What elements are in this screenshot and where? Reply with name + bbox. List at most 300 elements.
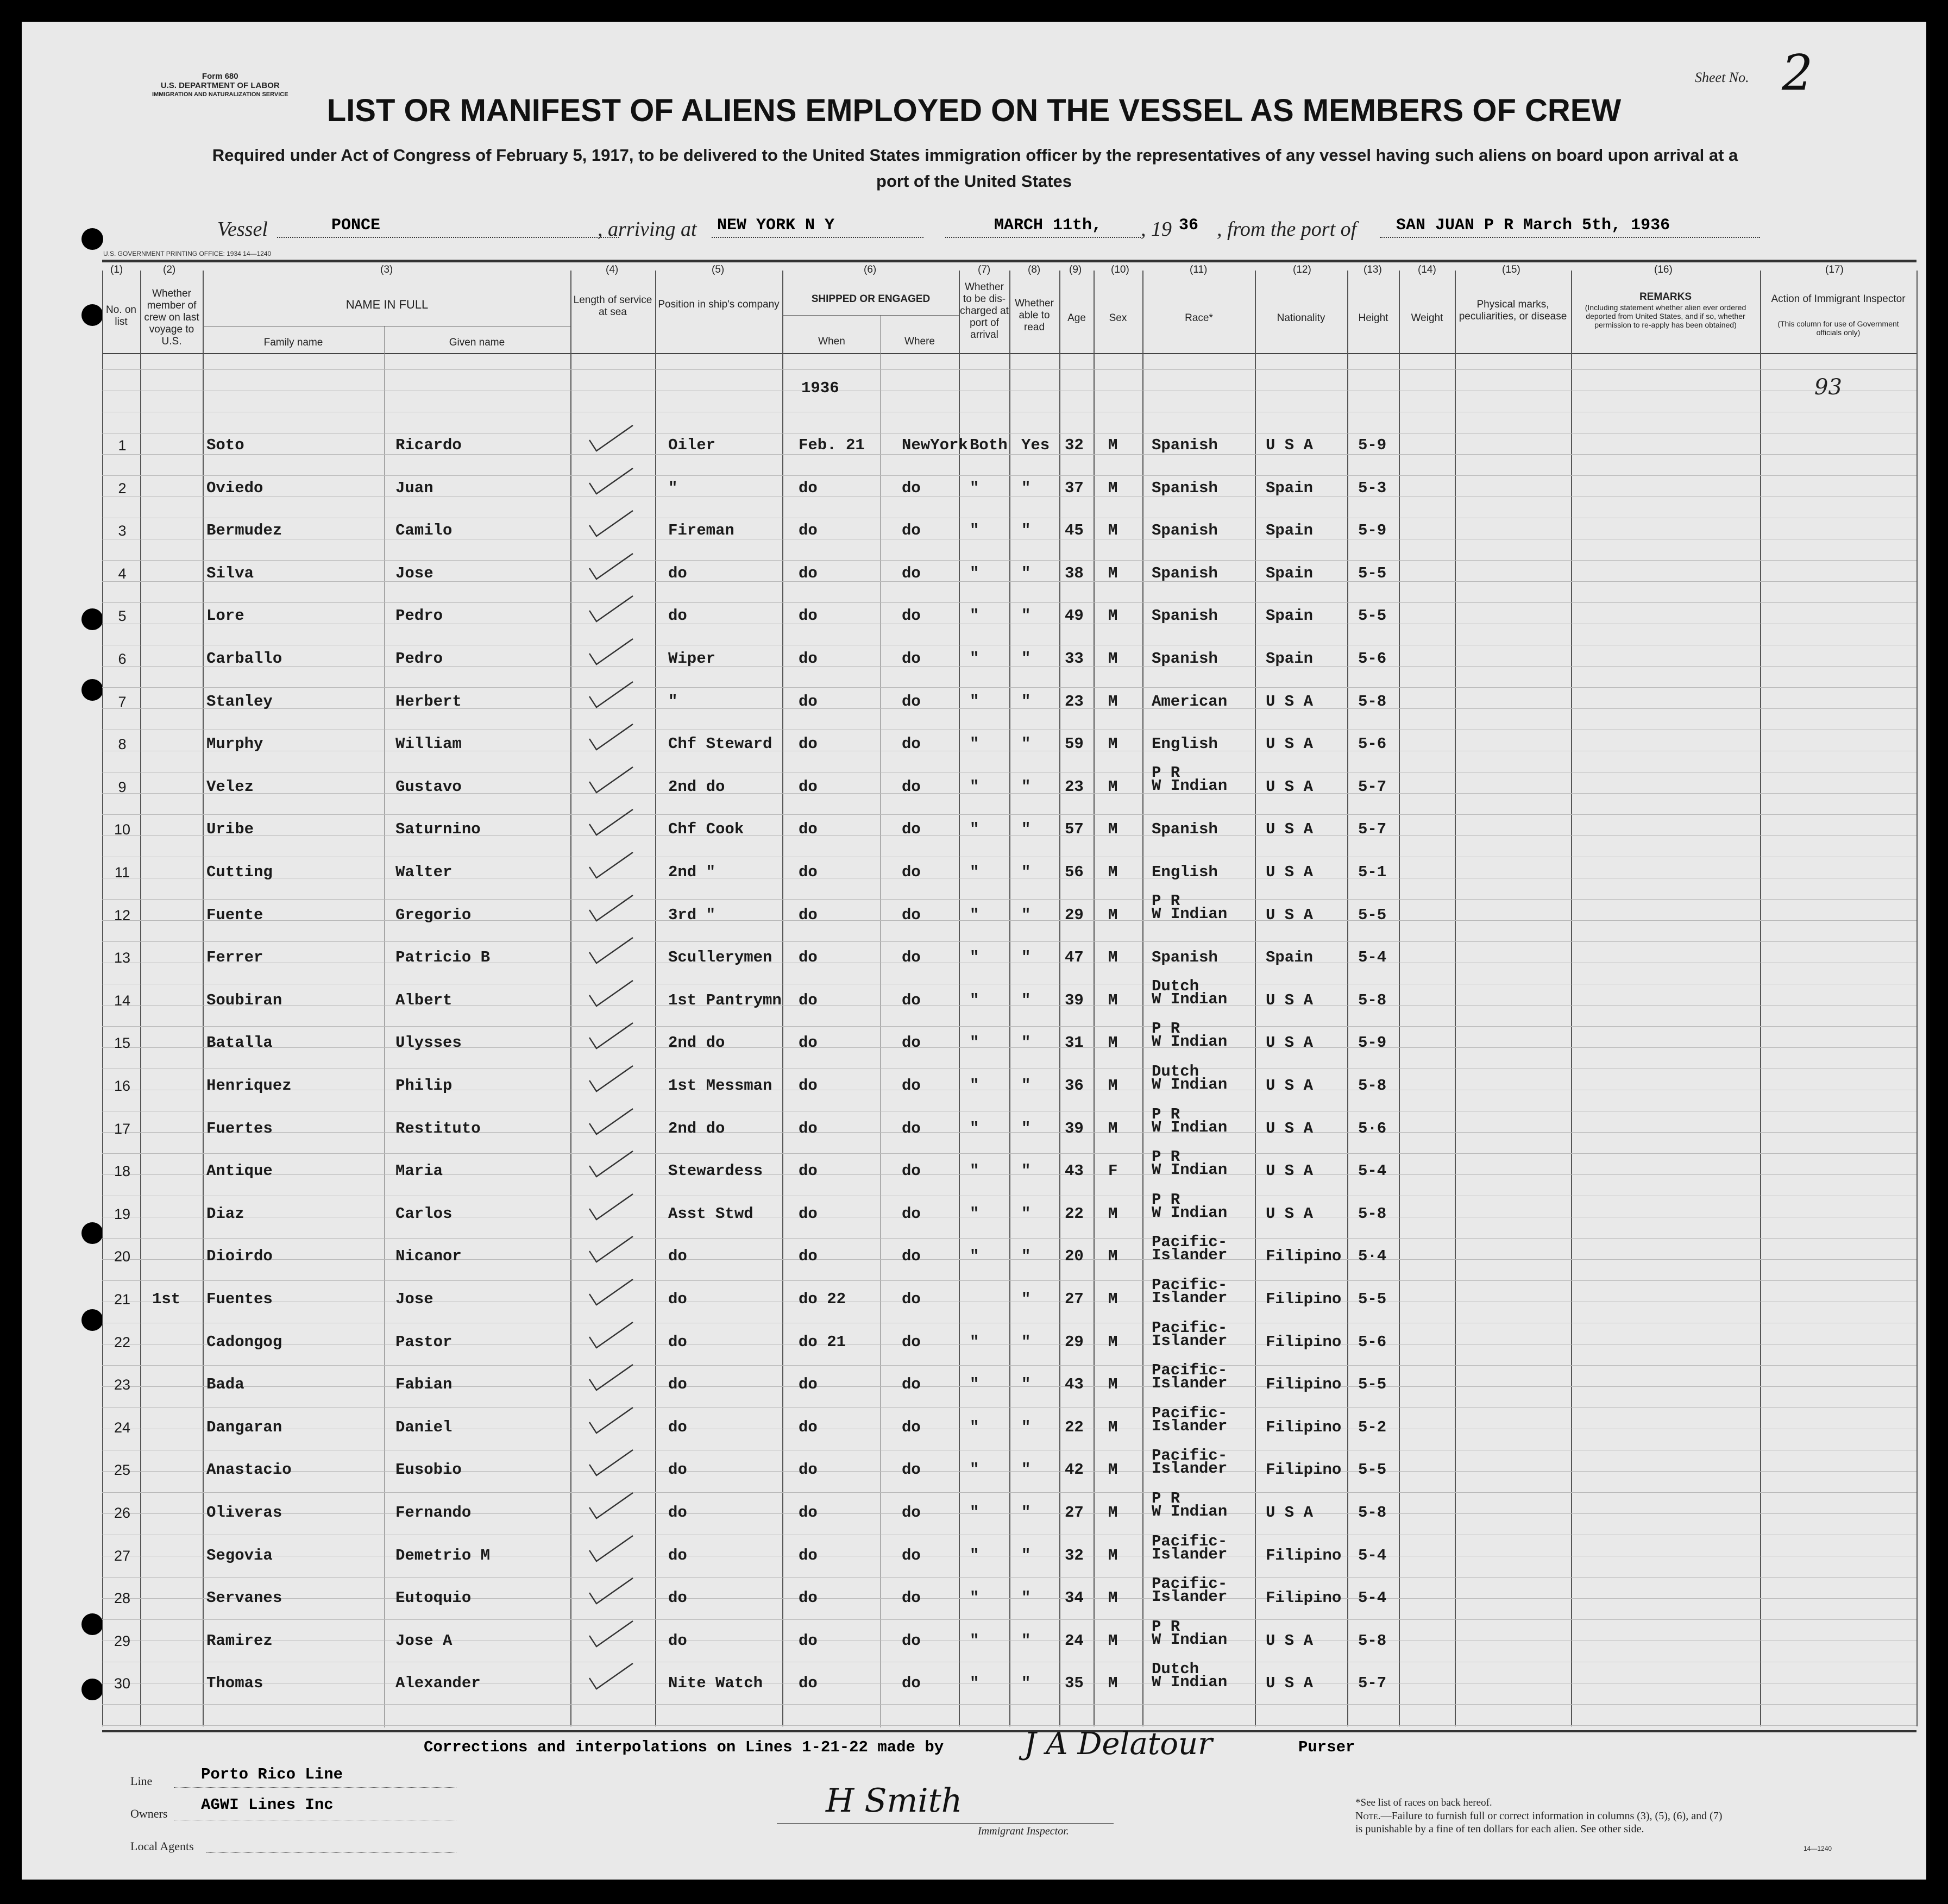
age: 47 [1065,948,1084,967]
note-label: Note. [1355,1810,1381,1822]
age: 20 [1065,1247,1084,1266]
col-head-nationality: Nationality [1277,312,1325,324]
age: 45 [1065,521,1084,540]
shipped-when: do 21 [799,1333,846,1351]
given-name: Eusobio [395,1461,462,1479]
sex: M [1108,650,1118,668]
race: Spanish [1152,436,1218,454]
col-head-no: No. on list [106,304,136,328]
given-name: Jose [395,564,433,582]
col-head-height: Height [1358,312,1388,324]
check-mark-icon [587,1104,636,1137]
check-mark-icon [587,1019,636,1051]
inspector-label: Immigrant Inspector. [978,1825,1069,1837]
race: W Indian [1152,1503,1228,1520]
position: 1st Messman [668,1077,772,1095]
sex: M [1108,1247,1118,1266]
check-mark-icon [587,1318,636,1350]
shipped-when: do [799,1375,818,1394]
col-head-family: Family name [263,337,323,348]
family-name: Segovia [206,1546,273,1564]
row-number: 27 [114,1547,131,1564]
sex: M [1108,735,1118,753]
height: 5-3 [1358,479,1387,497]
race-prefix: P R [1152,1020,1180,1038]
able-to-read: " [1021,692,1031,711]
sex: M [1108,991,1118,1009]
from-port-value: SAN JUAN P R March 5th, 1936 [1396,216,1670,235]
given-name: Restituto [395,1119,481,1138]
family-name: Fuentes [206,1290,273,1308]
given-name: Pedro [395,650,443,668]
ruled-line [102,1280,1916,1281]
nationality: Spain [1266,650,1314,668]
nationality: U S A [1266,863,1314,881]
family-name: Cutting [206,863,273,881]
nationality: U S A [1266,1077,1314,1095]
shipped-when: do [799,1418,818,1436]
able-to-read: " [1021,1546,1031,1564]
family-name: Oliveras [206,1504,282,1522]
height: 5-5 [1358,564,1387,582]
height: 5-7 [1358,820,1387,839]
shipped-when: do [799,735,818,753]
ruled-line [102,666,1916,667]
position: do [668,1333,687,1351]
binder-hole [81,608,103,630]
nationality: Spain [1266,564,1314,582]
able-to-read: " [1021,1418,1031,1436]
given-name: Camilo [395,521,453,540]
age: 43 [1065,1162,1084,1180]
sex: M [1108,1204,1118,1223]
position: 2nd do [668,777,725,796]
height: 5-4 [1358,1546,1387,1564]
col-num-4: (4) [606,264,619,275]
height: 5-9 [1358,521,1387,540]
height: 5-6 [1358,735,1387,753]
line-value: Porto Rico Line [201,1765,343,1783]
nationality: Filipino [1266,1333,1342,1351]
col-head-inspector: Action of Immigrant Inspector [1771,293,1906,305]
position: do [668,564,687,582]
race: Spanish [1152,820,1218,839]
check-mark-icon [587,1275,636,1308]
able-to-read: " [1021,564,1031,582]
position: Nite Watch [668,1674,763,1693]
nationality: Spain [1266,607,1314,625]
ruled-line [102,369,1916,370]
nationality: U S A [1266,436,1314,454]
race-prefix: P R [1152,891,1180,910]
age: 59 [1065,735,1084,753]
family-name: Soubiran [206,991,282,1009]
given-name: Patricio B [395,948,491,967]
col-num-1: (1) [110,264,123,275]
line-label: Line [130,1774,153,1788]
shipped-where: do [902,777,921,796]
able-to-read: " [1021,1162,1031,1180]
race-prefix: Pacific- [1152,1276,1228,1294]
col-num-9: (9) [1069,264,1082,275]
position: Asst Stwd [668,1204,753,1223]
department: U.S. DEPARTMENT OF LABOR [160,81,280,90]
given-name: Juan [395,479,433,497]
row-number: 7 [118,693,127,710]
shipped-where: do [902,1333,921,1351]
binder-hole [81,228,103,250]
position: do [668,1631,687,1650]
nationality: Filipino [1266,1589,1342,1607]
sex: M [1108,521,1118,540]
family-name: Bermudez [206,521,282,540]
check-mark-icon [587,1190,636,1222]
shipped-when: do [799,1631,818,1650]
discharged: " [970,521,979,540]
family-name: Cadongog [206,1333,282,1351]
nationality: U S A [1266,1631,1314,1650]
family-name: Soto [206,436,244,454]
able-to-read: " [1021,1290,1031,1308]
position: do [668,1504,687,1522]
table-top-rule [102,260,1916,262]
height: 5-5 [1358,1290,1387,1308]
nationality: Spain [1266,479,1314,497]
position: Stewardess [668,1162,763,1180]
position: " [668,479,678,497]
year-prefix: , 19 [1141,218,1172,241]
col-num-13: (13) [1363,264,1382,275]
race: W Indian [1152,1203,1228,1222]
year-value: 36 [1179,216,1199,235]
nationality: Spain [1266,948,1314,967]
row-number: 9 [118,778,127,795]
sex: M [1108,1674,1118,1693]
position: Chf Cook [668,820,744,839]
shipped-when: do [799,521,818,540]
col-head-where: Where [904,336,935,347]
race-prefix: P R [1152,1105,1180,1123]
ruled-line [102,1513,1916,1514]
ruled-line [102,1704,1916,1705]
sex: M [1108,1631,1118,1650]
discharged: Both [970,436,1008,454]
age: 43 [1065,1375,1084,1394]
check-mark-icon [587,1488,636,1521]
shipped-where: NewYork [902,436,968,454]
height: 5-5 [1358,607,1387,625]
shipped-where: do [902,1204,921,1223]
row-number: 4 [118,565,127,582]
check-mark-icon [587,1446,636,1478]
sex: M [1108,1290,1118,1308]
row-number: 1 [118,437,127,454]
position: 2nd " [668,863,716,881]
age: 27 [1065,1290,1084,1308]
race: W Indian [1152,1118,1228,1136]
family-name: Velez [206,777,254,796]
race: W Indian [1152,904,1228,923]
shipped-when: do [799,948,818,967]
corrections-note: Corrections and interpolations on Lines 1-21-22 made by [424,1738,944,1756]
family-name: Dioirdo [206,1247,273,1266]
sex: F [1108,1162,1118,1180]
discharged: " [970,564,979,582]
position: do [668,1290,687,1308]
check-mark-icon [587,720,636,752]
family-name: Carballo [206,650,282,668]
discharged: " [970,607,979,625]
shipped-when: do 22 [799,1290,846,1308]
gpo-notice: U.S. GOVERNMENT PRINTING OFFICE: 1934 14—1240 [103,250,272,257]
races-note: *See list of races on back hereof. [1355,1797,1492,1808]
race: Spanish [1152,521,1218,540]
row-number: 29 [114,1632,131,1649]
height: 5-4 [1358,1589,1387,1607]
given-name: Demetrio M [395,1546,491,1564]
shipped-when: do [799,1034,818,1052]
family-name: Thomas [206,1674,263,1693]
race-prefix: Pacific- [1152,1447,1228,1465]
check-mark-icon [587,506,636,539]
shipped-when: Feb. 21 [799,436,865,454]
ruled-line [102,920,1916,921]
shipped-when: do [799,564,818,582]
col-num-12: (12) [1293,264,1311,275]
shipped-where: do [902,1461,921,1479]
position: Wiper [668,650,716,668]
sex: M [1108,692,1118,711]
shipped-where: do [902,820,921,839]
given-name: Nicanor [395,1247,462,1266]
row-number: 25 [114,1462,131,1479]
shipped-where: do [902,607,921,625]
able-to-read: " [1021,735,1031,753]
nationality: U S A [1266,820,1314,839]
col-num-3: (3) [380,264,393,275]
height: 5-9 [1358,436,1387,454]
position: do [668,1375,687,1394]
race-prefix: Pacific- [1152,1404,1228,1422]
race: Spanish [1152,650,1218,668]
discharged: " [970,820,979,839]
age: 23 [1065,777,1084,796]
row-number: 22 [114,1334,131,1350]
check-mark-icon [587,763,636,795]
family-name: Anastacio [206,1461,292,1479]
able-to-read: " [1021,1504,1031,1522]
discharged: " [970,1077,979,1095]
height: 5-5 [1358,1461,1387,1479]
subtitle-line-2: port of the United States [876,172,1072,191]
position: do [668,1247,687,1266]
sex: M [1108,479,1118,497]
ruled-line [102,1259,1916,1260]
shipped-where: do [902,1631,921,1650]
check-mark-icon [587,848,636,881]
shipped-where: do [902,735,921,753]
col-num-7: (7) [978,264,991,275]
shipped-when: do [799,991,818,1009]
row-number: 20 [114,1248,131,1265]
discharged: " [970,1162,979,1180]
able-to-read: " [1021,1631,1031,1650]
row-number: 12 [114,907,131,923]
shipped-when: do [799,1077,818,1095]
height: 5-8 [1358,991,1387,1009]
sex: M [1108,1504,1118,1522]
age: 39 [1065,991,1084,1009]
discharged: " [970,906,979,924]
shipped-where: do [902,650,921,668]
shipped-when: do [799,1546,818,1564]
nationality: U S A [1266,991,1314,1009]
height: 5-4 [1358,948,1387,967]
given-name: Pedro [395,607,443,625]
race-prefix: P R [1152,1190,1180,1209]
given-name: Pastor [395,1333,453,1351]
height: 5-2 [1358,1418,1387,1436]
nationality: U S A [1266,1034,1314,1052]
row-number: 15 [114,1035,131,1052]
height: 5-7 [1358,1674,1387,1693]
age: 24 [1065,1631,1084,1650]
last-voyage: 1st [152,1290,181,1308]
able-to-read: " [1021,777,1031,796]
col-head-given: Given name [449,337,505,348]
discharged: " [970,1589,979,1607]
purser-label: Purser [1298,1738,1355,1756]
given-name: Gustavo [395,777,462,796]
given-name: Ulysses [395,1034,462,1052]
ruled-line [102,835,1916,836]
ruled-line [102,1238,1916,1239]
row-number: 23 [114,1377,131,1393]
height: 5-6 [1358,650,1387,668]
shipped-when: do [799,692,818,711]
sex: M [1108,906,1118,924]
arriving-label: , arriving at [598,218,697,241]
sex: M [1108,1119,1118,1138]
able-to-read: " [1021,650,1031,668]
able-to-read: " [1021,906,1031,924]
ruled-line [102,1407,1916,1408]
col-num-10: (10) [1111,264,1129,275]
given-name: William [395,735,462,753]
family-name: Batalla [206,1034,273,1052]
race: Islander [1152,1460,1228,1478]
shipped-where: do [902,479,921,497]
ruled-line [102,687,1916,688]
row-number: 13 [114,950,131,966]
ruled-line [102,1471,1916,1472]
able-to-read: " [1021,1034,1031,1052]
ruled-line [102,793,1916,794]
age: 36 [1065,1077,1084,1095]
family-name: Silva [206,564,254,582]
height: 5-8 [1358,1631,1387,1650]
ruled-line [102,475,1916,476]
age: 22 [1065,1418,1084,1436]
row-number: 14 [114,992,131,1009]
check-mark-icon [587,933,636,966]
age: 49 [1065,607,1084,625]
position: Oiler [668,436,716,454]
discharged: " [970,1631,979,1650]
race: Spanish [1152,564,1218,582]
ruled-line [102,581,1916,582]
check-mark-icon [587,1147,636,1179]
shipped-when: do [799,1504,818,1522]
agents-label: Local Agents [130,1839,194,1853]
col-num-11: (11) [1190,264,1208,275]
row-number: 26 [114,1505,131,1521]
height: 5-8 [1358,692,1387,711]
height: 5-9 [1358,1034,1387,1052]
nationality: Filipino [1266,1546,1342,1564]
discharged: " [970,1333,979,1351]
given-name: Gregorio [395,906,472,924]
check-mark-icon [587,1531,636,1564]
col-num-8: (8) [1028,264,1041,275]
able-to-read: " [1021,479,1031,497]
shipped-where: do [902,1375,921,1394]
race-prefix: Pacific- [1152,1575,1228,1593]
height: 5-8 [1358,1204,1387,1223]
remarks-note: (Including statement whether alien ever ordered deported from United States, and if so, whether permission to re-apply has been obtained) [1585,303,1746,329]
race-prefix: P R [1152,763,1180,782]
height: 5-5 [1358,906,1387,924]
able-to-read: " [1021,863,1031,881]
row-number: 10 [114,821,131,838]
given-name: Maria [395,1162,443,1180]
nationality: U S A [1266,1162,1314,1180]
ruled-line [102,814,1916,815]
check-mark-icon [587,976,636,1009]
age: 35 [1065,1674,1084,1693]
height: 5-8 [1358,1504,1387,1522]
able-to-read: " [1021,1077,1031,1095]
able-to-read: " [1021,948,1031,967]
col-head-when: When [818,336,845,347]
family-name: Dangaran [206,1418,282,1436]
col-head-physical: Physical marks, peculiarities, or disease [1459,299,1567,322]
race-prefix: P R [1152,1490,1180,1507]
height: 5-8 [1358,1077,1387,1095]
given-name: Fernando [395,1504,472,1522]
family-name: Murphy [206,735,263,753]
age: 39 [1065,1119,1084,1138]
shipped-where: do [902,692,921,711]
able-to-read: " [1021,1589,1031,1607]
shipped-where: do [902,1162,921,1180]
shipped-where: do [902,1247,921,1266]
shipped-where: do [902,564,921,582]
race: English [1152,735,1218,753]
shipped-where: do [902,1546,921,1564]
given-name: Jose [395,1290,433,1308]
arriving-value: NEW YORK N Y [717,216,835,235]
given-name: Saturnino [395,820,481,839]
height: 5·6 [1358,1119,1387,1138]
discharged: " [970,991,979,1009]
nationality: U S A [1266,906,1314,924]
given-name: Ricardo [395,436,462,454]
col-num-17: (17) [1825,264,1844,275]
shipped-where: do [902,991,921,1009]
discharged: " [970,1546,979,1564]
ruled-line [102,1598,1916,1599]
